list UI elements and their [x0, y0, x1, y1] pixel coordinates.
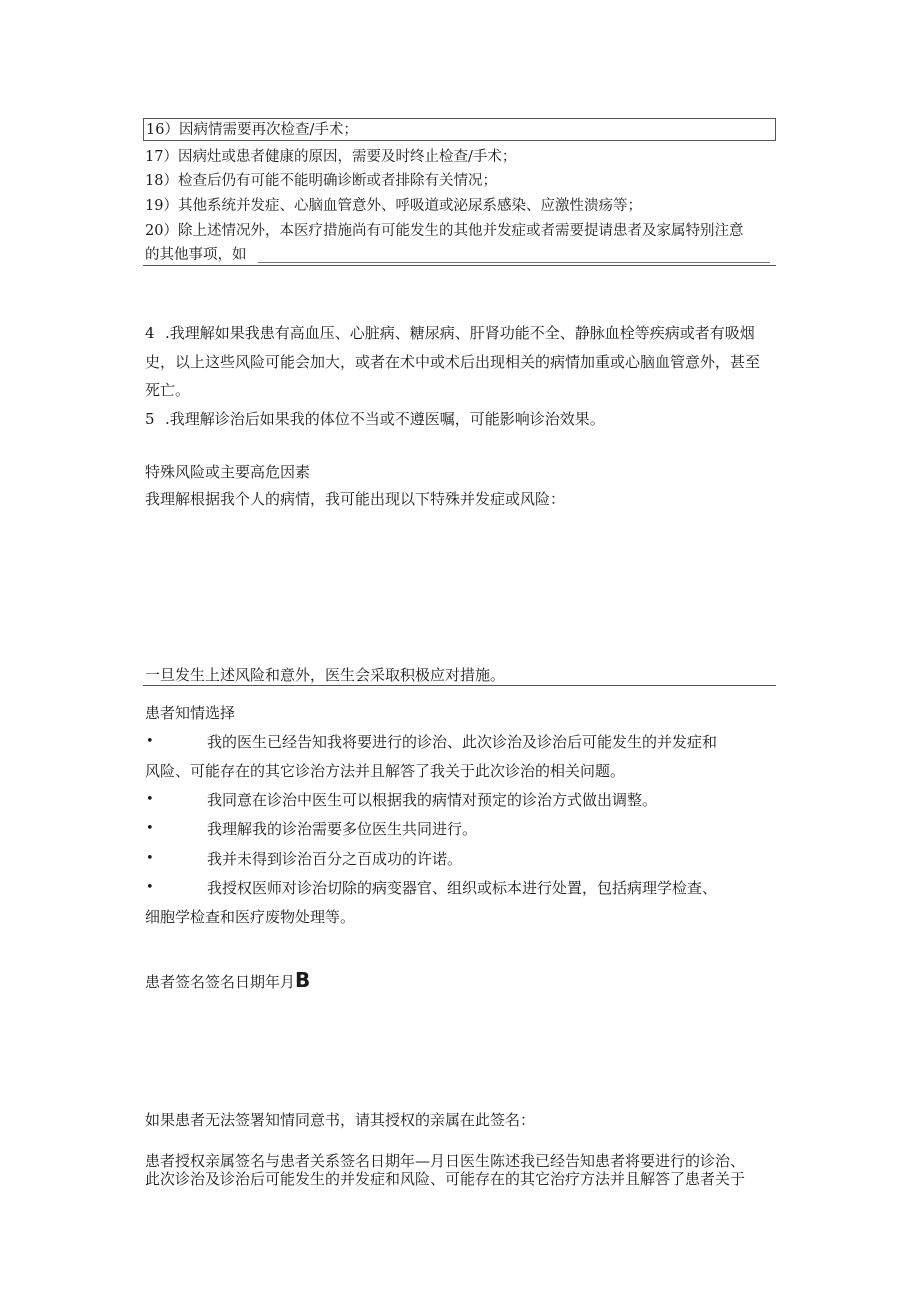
section-divider [143, 265, 776, 266]
risk-item-16-box [143, 118, 776, 141]
bullet-4-text: 我并未得到诊治百分之百成功的许诺。 [207, 850, 463, 868]
bullet-1-line2: 风险、可能存在的其它诊治方法并且解答了我关于此次诊治的相关问题。 [145, 762, 626, 780]
bullet-4-marker: • [146, 851, 154, 866]
patient-choice-heading: 患者知情选择 [145, 704, 236, 722]
patient-signature-day-mark: B [295, 968, 311, 992]
bullet-2-text: 我同意在诊治中医生可以根据我的病情对预定的诊治方式做出调整。 [207, 791, 658, 809]
bullet-1-marker: • [146, 734, 154, 749]
patient-signature-line[interactable] [145, 970, 310, 992]
bullet-2-marker: • [146, 792, 154, 807]
section-divider [143, 685, 776, 686]
bullet-3-marker: • [146, 821, 154, 836]
special-risk-measures: 一旦发生上述风险和意外，医生会采取积极应对措施。 [145, 666, 506, 684]
risk-item-18: 18）检查后仍有可能不能明确诊断或者排除有关情况； [145, 173, 497, 189]
other-matters-blank-line[interactable] [258, 262, 770, 263]
paragraph-5-number: 5 [145, 410, 155, 428]
patient-signature-label: 患者签名签名日期年月 [145, 973, 296, 991]
paragraph-4-line3: 死亡。 [145, 381, 191, 399]
paragraph-4-line2: 史，以上这些风险可能会加大，或者在术中或术后出现相关的病情加重或心脑血管意外，甚至 [145, 353, 761, 371]
bullet-3-text: 我理解我的诊治需要多位医生共同进行。 [207, 820, 478, 838]
paragraph-4-number: 4 [145, 324, 155, 342]
bullet-1-line1: 我的医生已经告知我将要进行的诊治、此次诊治及诊治后可能发生的并发症和 [207, 733, 718, 751]
proxy-signature-line2: 此次诊治及诊治后可能发生的并发症和风险、可能存在的其它治疗方法并且解答了患者关于 [145, 1170, 746, 1188]
bullet-5-line2: 细胞学检查和医疗废物处理等。 [145, 908, 356, 926]
proxy-signature-note: 如果患者无法签署知情同意书，请其授权的亲属在此签名： [145, 1111, 536, 1129]
paragraph-4-line1: .我理解如果我患有高血压、心脏病、糖尿病、肝肾功能不全、静脉血栓等疾病或者有吸烟 [165, 324, 755, 342]
special-risk-heading: 特殊风险或主要高危因素 [145, 463, 311, 481]
bullet-5-line1: 我授权医师对诊治切除的病变器官、组织或标本进行处置，包括病理学检查、 [207, 879, 718, 897]
special-risk-intro: 我理解根据我个人的病情，我可能出现以下特殊并发症或风险： [145, 490, 566, 508]
proxy-signature-line1: 患者授权亲属签名与患者关系签名日期年—月日医生陈述我已经告知患者将要进行的诊治、 [145, 1152, 746, 1170]
bullet-5-marker: • [146, 880, 154, 895]
paragraph-5-line1: .我理解诊治后如果我的体位不当或不遵医嘱，可能影响诊治效果。 [165, 410, 605, 428]
risk-item-20-line2: 的其他事项，如 [145, 247, 247, 263]
risk-item-16: 16）因病情需要再次检查/手术； [146, 122, 358, 138]
risk-item-19: 19）其他系统并发症、心脑血管意外、呼吸道或泌尿系感染、应激性溃疡等； [145, 198, 642, 214]
risk-item-20-line1: 20）除上述情况外，本医疗措施尚有可能发生的其他并发症或者需要提请患者及家属特别注意 [145, 223, 744, 239]
risk-item-17: 17）因病灶或患者健康的原因，需要及时终止检查/手术； [145, 149, 517, 165]
